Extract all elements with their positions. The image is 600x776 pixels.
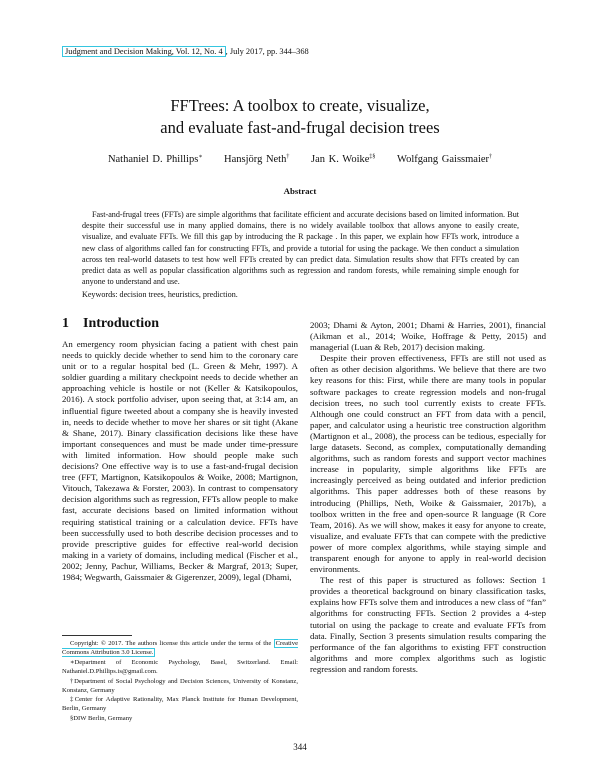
header-details: , July 2017, pp. 344–368: [225, 47, 309, 56]
keywords: Keywords: decision trees, heuristics, prediction.: [82, 290, 238, 299]
copyright-note: Copyright: © 2017. The authors license this article under the terms of the Creative Commons Attribution 3.0 License.: [62, 640, 298, 656]
journal-link[interactable]: Judgment and Decision Making, Vol. 12, No. 4: [62, 46, 226, 57]
author-3: Jan K. Woike‡§: [310, 154, 376, 165]
license-link[interactable]: Creative Commons Attribution 3.0 License.: [62, 640, 298, 656]
intro-paragraph-3: The rest of this paper is structured as follows: Section 1 provides a theoretical background on binary classification tasks, explains how FFTs solve them and introduces a new class of “fan” algorithms for constructing FFTs. Section 2 provides a 4-step tutorial on using the package to create and evaluate FFTs from data. Finally, Section 3 presents simulation results comparing the performance of the fan algorithms to existing FFT construction algorithms and more complex algorithms such as logistic regression and random forests.: [310, 575, 546, 674]
footnote-2: †Department of Social Psychology and Decision Sciences, University of Konstanz, Konstanz, Germany: [62, 677, 298, 694]
footnote-rule: [62, 635, 132, 636]
author-1: Nathaniel D. Phillips∗: [107, 154, 203, 165]
abstract-body: [82, 209, 519, 287]
abstract-text: Fast-and-frugal trees (FFTs) are simple algorithms that facilitate efficient and accurate decisions based on limited information. But despite their successful use in many applied domains, there is no widely available toolbox that allows anyone to easily create, visualize, and evaluate FFTs. We fill this gap by introducing the R package . In this paper, we explain how FFTs work, introduce a new class of algorithms called fan for constructing FFTs, and provide a tutorial for using the package. We then conduct a simulation across ten real-world datasets to test how well FFTs created by can predict data. Simulation results show that FFTs created by can predict data as well as popular classification algorithms such as regression and random forests, while remaining simple enough for anyone to understand and use.: [82, 210, 519, 287]
page-number: 344: [293, 742, 307, 752]
title-line-1: FFTrees: A toolbox to create, visualize,: [170, 96, 430, 115]
abstract-heading: Abstract: [283, 186, 317, 196]
author-4: Wolfgang Gaissmaier†: [397, 154, 493, 165]
author-list: [0, 153, 600, 165]
section-number: 1: [62, 316, 69, 331]
right-column: [310, 320, 546, 675]
paper-title: [0, 95, 600, 139]
footnotes: [62, 640, 298, 725]
title-line-2: and evaluate fast-and-frugal decision trees: [160, 118, 440, 137]
section-title: Introduction: [83, 316, 159, 331]
footnote-1: ∗Department of Economic Psychology, Basel, Switzerland. Email: Nathaniel.D.Phillips.is@gmail.com.: [62, 658, 298, 675]
intro-paragraph-2: Despite their proven effectiveness, FFTs are still not used as often as other decision algorithms. We believe that there are two key reasons for this: First, while there are many tools in popular software packages to create regression models and non-frugal decision trees, no such tool currently exists to create FFTs. Although one could construct an FFT from data with a pencil, paper, and calculator using a heuristic tree construction algorithm (Martignon et al., 2008), the process can be tedious, especially for large datasets. Second, as complex, computationally demanding algorithms, such as random forests and support vector machines increase in popularity, simple algorithms like FFTs are increasingly perceived as being outdated and inferior prediction algorithms. This paper addresses both of these reasons by introducing (Phillips, Neth, Woike & Gaissmaier, 2017b), a toolbox written in the free and open-source R language (R Core Team, 2016). As we will show, makes it easy for anyone to create, visualize, and evaluate FFTs that can compete with the predictive power of more complex algorithms, while staying simple and transparent enough for anyone to apply in real-world decision environments.: [310, 353, 546, 575]
author-2: Hansjörg Neth†: [224, 154, 290, 165]
intro-paragraph-1: An emergency room physician facing a patient with chest pain needs to quickly decide whether to send him to the coronary care unit or to a regular hospital bed (L. Green & Mehr, 1997). A soldier guarding a military checkpoint needs to decide whether an approaching vehicle is hostile or not (Keller & Katsikopoulos, 2016). A stock portfolio adviser, upon seeing that, at 3:14 am, an influential figure tweeted about a company she is heavily invested in, needs to decide whether to move her shares or sit tight (Akane & Shane, 2017). Binary classification decisions like these have important consequences and must be made under time-pressure with limited information. How should people make such decisions? One effective way is to use a fast-and-frugal decision tree (FFT, Martignon, Katsikopoulos & Woike, 2008; Martignon, Vitouch, Takezawa & Forster, 2003). In contrast to compensatory decision algorithms such as regression, FFTs allow people to make fast, accurate decisions based on limited information without requiring statistical training or a calculation device. FFTs have been successfully used to both describe decision processes and to provide prescriptive guides for effective real-world decision making in a variety of domains, including medical (Fischer et al., 2002; Jenny, Pachur, Williams, Becker & Margraf, 2013; Super, 1984; Wegwarth, Gaissmaier & Gigerenzer, 2009), legal (Dhami,: [62, 339, 298, 582]
footnote-4: §DIW Berlin, Germany: [70, 715, 133, 723]
running-header: [62, 47, 309, 56]
intro-paragraph-1-continued: 2003; Dhami & Ayton, 2001; Dhami & Harries, 2001), financial (Aikman et al., 2014; Woike, Hoffrage & Petty, 2015) and managerial (Luan & Reb, 2017) decision making.: [310, 320, 546, 353]
section-heading: [62, 316, 159, 332]
left-column: [62, 339, 298, 583]
footnote-3: ‡Center for Adaptive Rationality, Max Planck Institute for Human Development, Berlin, Germany: [62, 696, 298, 713]
